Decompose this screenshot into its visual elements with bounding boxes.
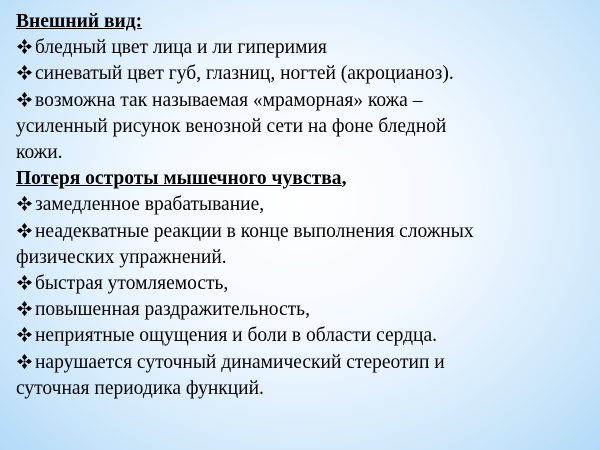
item-line bbox=[16, 323, 588, 349]
section-appearance bbox=[16, 9, 588, 166]
four-petal-diamond-icon bbox=[16, 91, 33, 108]
item-text: повышенная раздражительность, bbox=[35, 299, 310, 321]
four-petal-diamond-icon bbox=[16, 38, 33, 55]
heading-suffix: , bbox=[341, 168, 347, 190]
four-petal-diamond-icon bbox=[16, 353, 33, 370]
four-petal-diamond-icon bbox=[16, 195, 33, 212]
list-item bbox=[16, 297, 588, 323]
item-text: нарушается суточный динамический стереотип и bbox=[35, 351, 445, 373]
item-line bbox=[16, 61, 588, 87]
list-item bbox=[16, 35, 588, 61]
list-item bbox=[16, 219, 588, 271]
section-heading bbox=[16, 9, 588, 35]
item-text: замедленное врабатывание, bbox=[35, 194, 265, 216]
list-item bbox=[16, 271, 588, 297]
item-line bbox=[16, 350, 588, 376]
item-line-continued: усиленный рисунок венозной сети на фоне бледной bbox=[16, 115, 447, 137]
item-text: возможна так называемая «мраморная» кожа – bbox=[35, 89, 423, 111]
item-text: неадекватные реакции в конце выполнения сложных bbox=[35, 220, 474, 242]
list-item bbox=[16, 192, 588, 218]
four-petal-diamond-icon bbox=[16, 326, 33, 343]
slide-text bbox=[16, 9, 588, 402]
four-petal-diamond-icon bbox=[16, 222, 33, 239]
item-line-continued: физических упражнений. bbox=[16, 246, 227, 268]
four-petal-diamond-icon bbox=[16, 64, 33, 81]
four-petal-diamond-icon bbox=[16, 274, 33, 291]
list-item bbox=[16, 88, 588, 167]
four-petal-diamond-icon bbox=[16, 300, 33, 317]
item-text: бледный цвет лица и ли гиперимия bbox=[35, 37, 327, 59]
item-line bbox=[16, 271, 588, 297]
item-line-continued: суточная периодика функций. bbox=[16, 377, 264, 399]
section-muscle-sense bbox=[16, 166, 588, 402]
item-line bbox=[16, 88, 588, 114]
item-line bbox=[16, 192, 588, 218]
heading-text: Внешний вид: bbox=[16, 11, 143, 32]
item-line bbox=[16, 219, 588, 245]
item-text: синеватый цвет губ, глазниц, ногтей (акроцианоз). bbox=[35, 63, 454, 85]
item-text: быстрая утомляемость, bbox=[35, 273, 229, 295]
heading-text: Потеря остроты мышечного чувства bbox=[16, 168, 342, 190]
section-heading bbox=[16, 166, 588, 192]
item-line-continued: кожи. bbox=[16, 142, 63, 164]
list-item bbox=[16, 350, 588, 402]
list-item bbox=[16, 61, 588, 87]
item-text: неприятные ощущения и боли в области сердца. bbox=[35, 325, 438, 347]
item-line bbox=[16, 35, 588, 61]
item-line bbox=[16, 297, 588, 323]
list-item bbox=[16, 323, 588, 349]
